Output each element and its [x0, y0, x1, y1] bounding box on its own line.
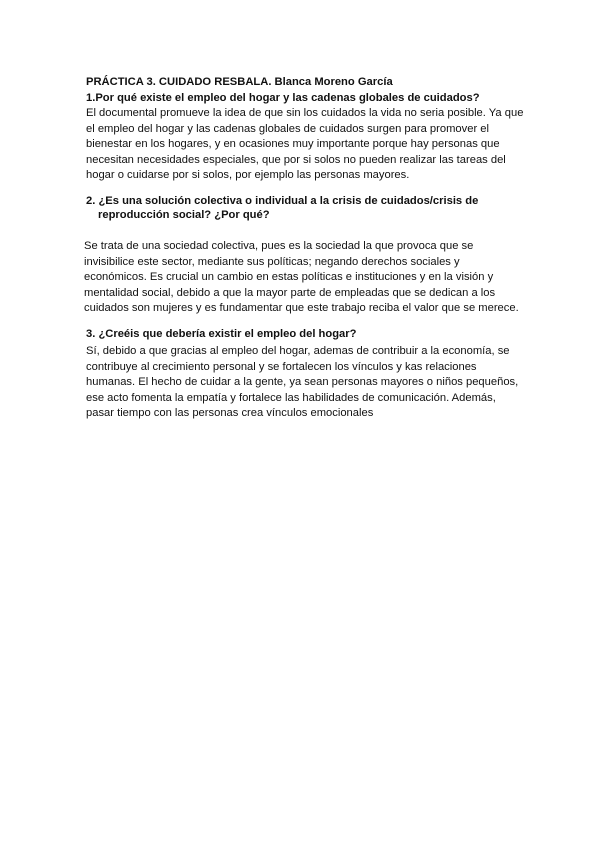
document-title: PRÁCTICA 3. CUIDADO RESBALA. Blanca Moreno García — [86, 76, 393, 88]
answer-3 — [86, 344, 518, 422]
answer-2-line: Se trata de una sociedad colectiva, pues es la sociedad la que provoca que se — [84, 240, 474, 252]
answer-3-line: ese acto fomenta la empatía y fortalece las habilidades de comunicación. Además, — [86, 391, 496, 404]
question-2-line-1: 2. ¿Es una solución colectiva o individual a la crisis de cuidados/crisis de — [86, 195, 479, 207]
answer-3-line: contribuye al crecimiento personal y se fortalecen los vínculos y kas relaciones — [86, 360, 477, 373]
question-2 — [86, 194, 478, 222]
answer-1-line: El documental promueve la idea de que sin los cuidados la vida no seria posible. Ya que — [86, 107, 524, 119]
answer-1 — [86, 106, 523, 184]
answer-1-line: hogar o cuidarse por si solos, por ejemplo las personas mayores. — [86, 169, 410, 182]
answer-2-line: invisibilice este sector, mediante sus políticas; negando derechos sociales y — [84, 255, 460, 268]
answer-3-line: pasar tiempo con las personas crea vínculos emocionales — [86, 407, 374, 420]
answer-2 — [84, 239, 519, 317]
answer-3-line: Sí, debido a que gracias al empleo del hogar, ademas de contribuir a la economía, se — [86, 345, 510, 357]
answer-3-line: humanas. El hecho de cuidar a la gente, ya sean personas mayores o niños pequeños, — [86, 376, 519, 389]
question-2-line-2: reproducción social? ¿Por qué? — [98, 209, 270, 221]
answer-2-line: mentalidad social, debido a que la mayor parte de empleadas que se dedican a los — [84, 286, 496, 299]
answer-1-line: bienestar en los hogares, y en ocasiones muy importante porque hay personas que — [86, 138, 500, 151]
question-1: 1.Por qué existe el empleo del hogar y las cadenas globales de cuidados? — [86, 92, 480, 104]
answer-2-line: cuidados son mujeres y es fundamentar que este trabajo reciba el valor que se merece. — [84, 302, 519, 315]
answer-2-line: económicos. Es crucial un cambio en estas políticas e instituciones y en la visión y — [84, 271, 494, 284]
answer-1-line: necesitan necesidades especiales, que por si solos no pueden realizar las tareas del — [86, 153, 506, 166]
answer-1-line: el empleo del hogar y las cadenas globales de cuidados surgen para promover el — [86, 122, 490, 135]
question-3: 3. ¿Creéis que debería existir el empleo del hogar? — [86, 328, 357, 340]
